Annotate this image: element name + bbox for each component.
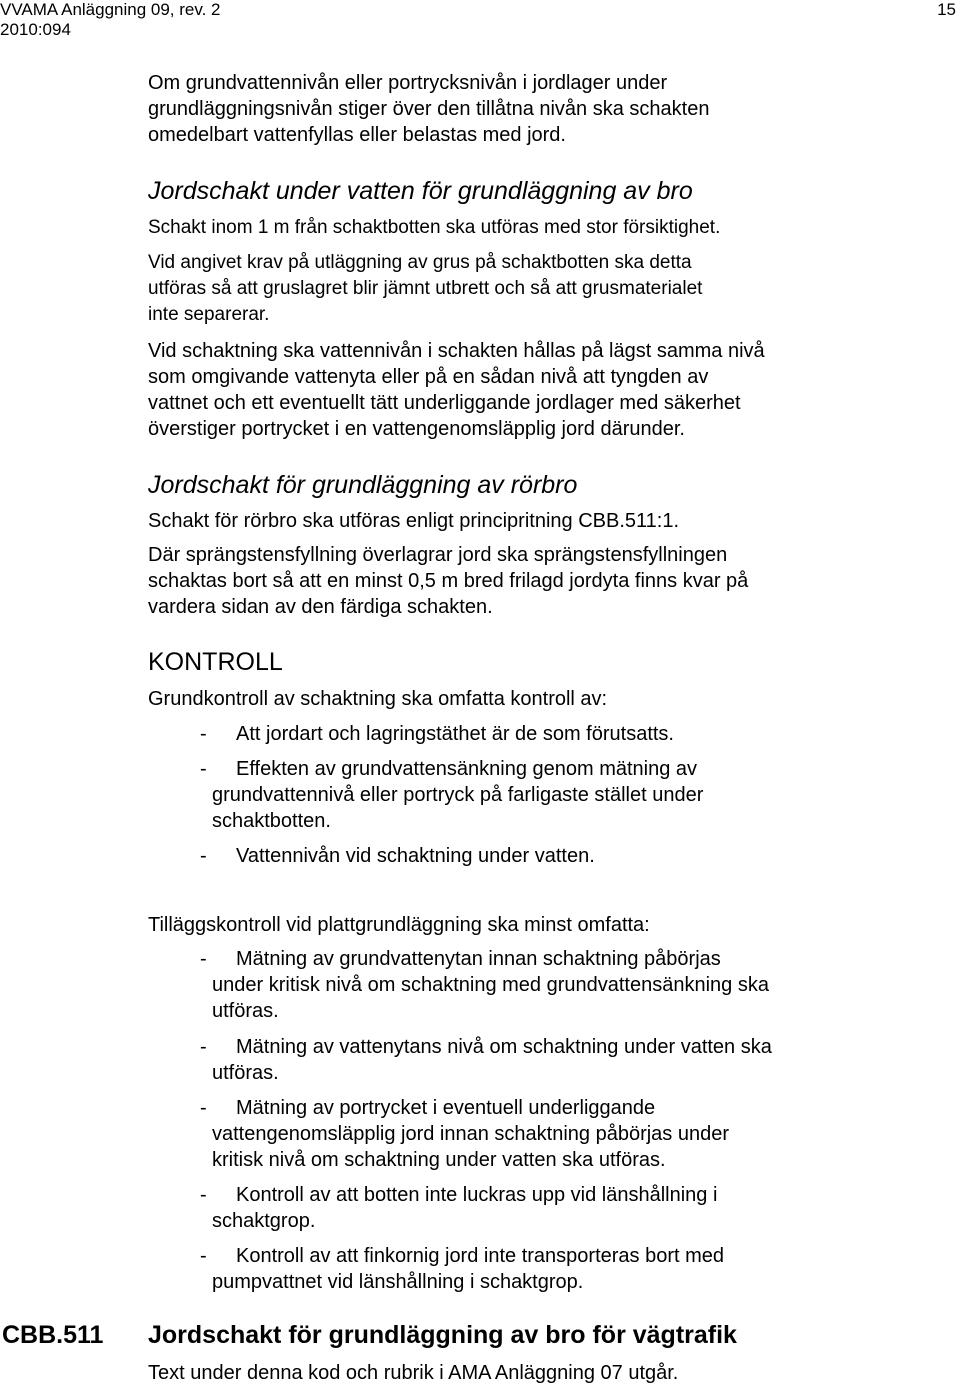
- list-item: [200, 843, 900, 869]
- cbb-text: [148, 1360, 948, 1386]
- paragraph: Schakt inom 1 m från schaktbotten ska utföras med stor försiktighet.: [148, 217, 721, 238]
- section-bro-vatten: [148, 176, 948, 206]
- kontroll-list-item: [200, 756, 900, 834]
- intro-line: grundläggningsnivån stiger över den tillåtna nivån ska schakten: [148, 98, 710, 120]
- extra-list-item: [200, 1095, 900, 1173]
- cbb-heading: Jordschakt för grundläggning av bro för vägtrafik: [148, 1321, 737, 1349]
- dash-marker: -: [200, 758, 207, 780]
- list-item-text: Mätning av grundvattenytan innan schaktning påbörjas: [236, 948, 721, 970]
- section2-p2: [148, 542, 948, 620]
- kontroll-intro: [148, 686, 948, 712]
- list-item-text: Mätning av portrycket i eventuell underliggande: [236, 1097, 656, 1119]
- section-heading: Jordschakt för grundläggning av rörbro: [148, 471, 578, 499]
- paragraph-line: inte separerar.: [148, 304, 270, 325]
- list-item-continuation: grundvattennivå eller portryck på farligaste stället under: [212, 784, 704, 806]
- intro-line: Om grundvattennivån eller portrycksnivån i jordlager under: [148, 72, 668, 94]
- extra-list-item: [200, 1182, 900, 1234]
- header-code: 2010:094: [0, 20, 71, 39]
- list-item-continuation: schaktgrop.: [212, 1210, 316, 1232]
- paragraph-line: vardera sidan av den färdiga schakten.: [148, 596, 493, 618]
- dash-marker: -: [200, 845, 207, 867]
- section1-p3: [148, 338, 948, 442]
- paragraph-line: överstiger portrycket i en vattengenomsläpplig jord därunder.: [148, 418, 685, 440]
- paragraph: Text under denna kod och rubrik i AMA Anläggning 07 utgår.: [148, 1362, 679, 1384]
- paragraph-line: som omgivande vattenyta eller på en sådan nivå att tyngden av: [148, 366, 709, 388]
- list-item: [200, 756, 900, 782]
- intro-paragraph: [148, 70, 948, 148]
- list-item-text: Kontroll av att finkornig jord inte transporteras bort med: [236, 1245, 725, 1267]
- list-item: [200, 721, 900, 747]
- dash-marker: -: [200, 723, 207, 745]
- paragraph-line: Där sprängstensfyllning överlagrar jord ska sprängstensfyllningen: [148, 544, 728, 566]
- extra-list-item: [200, 946, 900, 1024]
- extra-kontroll-intro: [148, 912, 948, 938]
- kontroll-heading: KONTROLL: [148, 648, 283, 676]
- list-item: [200, 946, 900, 972]
- list-item: [200, 1243, 900, 1269]
- list-item-text: Effekten av grundvattensänkning genom mätning av: [236, 758, 698, 780]
- list-item: [200, 1095, 900, 1121]
- list-item-continuation: utföras.: [212, 1000, 279, 1022]
- dash-marker: -: [200, 1097, 207, 1119]
- intro-line: omedelbart vattenfyllas eller belastas med jord.: [148, 124, 566, 146]
- section-rorbro: [148, 470, 948, 500]
- extra-list-item: [200, 1034, 900, 1086]
- header-title: VVAMA Anläggning 09, rev. 2: [0, 0, 221, 19]
- ama-code: CBB.511: [2, 1321, 104, 1349]
- list-item-text: Kontroll av att botten inte luckras upp vid länshållning i: [236, 1184, 718, 1206]
- paragraph: Tilläggskontroll vid plattgrundläggning ska minst omfatta:: [148, 914, 650, 936]
- list-item-continuation: utföras.: [212, 1062, 279, 1084]
- dash-marker: -: [200, 948, 207, 970]
- list-item-continuation: pumpvattnet vid länshållning i schaktgrop.: [212, 1271, 584, 1293]
- section-heading: Jordschakt under vatten för grundläggning av bro: [148, 177, 693, 205]
- dash-marker: -: [200, 1184, 207, 1206]
- list-item-continuation: schaktbotten.: [212, 810, 331, 832]
- extra-list-item: [200, 1243, 900, 1295]
- kontroll-list-item: [200, 721, 900, 747]
- list-item-text: Vattennivån vid schaktning under vatten.: [236, 845, 595, 867]
- list-item-text: Mätning av vattenytans nivå om schaktning under vatten ska: [236, 1036, 772, 1058]
- cbb-section: [148, 1320, 948, 1350]
- paragraph-line: Vid schaktning ska vattennivån i schakten hållas på lägst samma nivå: [148, 340, 765, 362]
- kontroll-section: [148, 647, 948, 677]
- list-item: [200, 1034, 900, 1060]
- list-item-continuation: vattengenomsläpplig jord innan schaktning påbörjas under: [212, 1123, 730, 1145]
- list-item-continuation: kritisk nivå om schaktning under vatten ska utföras.: [212, 1149, 666, 1171]
- paragraph-line: vattnet och ett eventuellt tätt underliggande jordlager med säkerhet: [148, 392, 741, 414]
- list-item-text: Att jordart och lagringstäthet är de som förutsatts.: [236, 723, 674, 745]
- paragraph: Schakt för rörbro ska utföras enligt principritning CBB.511:1.: [148, 510, 679, 532]
- paragraph: Grundkontroll av schaktning ska omfatta kontroll av:: [148, 688, 608, 710]
- section1-p2: [148, 250, 948, 328]
- dash-marker: -: [200, 1245, 207, 1267]
- list-item-continuation: under kritisk nivå om schaktning med grundvattensänkning ska: [212, 974, 769, 996]
- kontroll-list-item: [200, 843, 900, 869]
- section1-p1: [148, 215, 948, 241]
- paragraph-line: Vid angivet krav på utläggning av grus på schaktbotten ska detta: [148, 252, 692, 273]
- section2-p1: [148, 508, 948, 534]
- document-header: [0, 0, 221, 40]
- paragraph-line: utföras så att gruslagret blir jämnt utbrett och så att grusmaterialet: [148, 278, 703, 299]
- paragraph-line: schaktas bort så att en minst 0,5 m bred frilagd jordyta finns kvar på: [148, 570, 749, 592]
- page-number: 15: [937, 0, 956, 19]
- list-item: [200, 1182, 900, 1208]
- dash-marker: -: [200, 1036, 207, 1058]
